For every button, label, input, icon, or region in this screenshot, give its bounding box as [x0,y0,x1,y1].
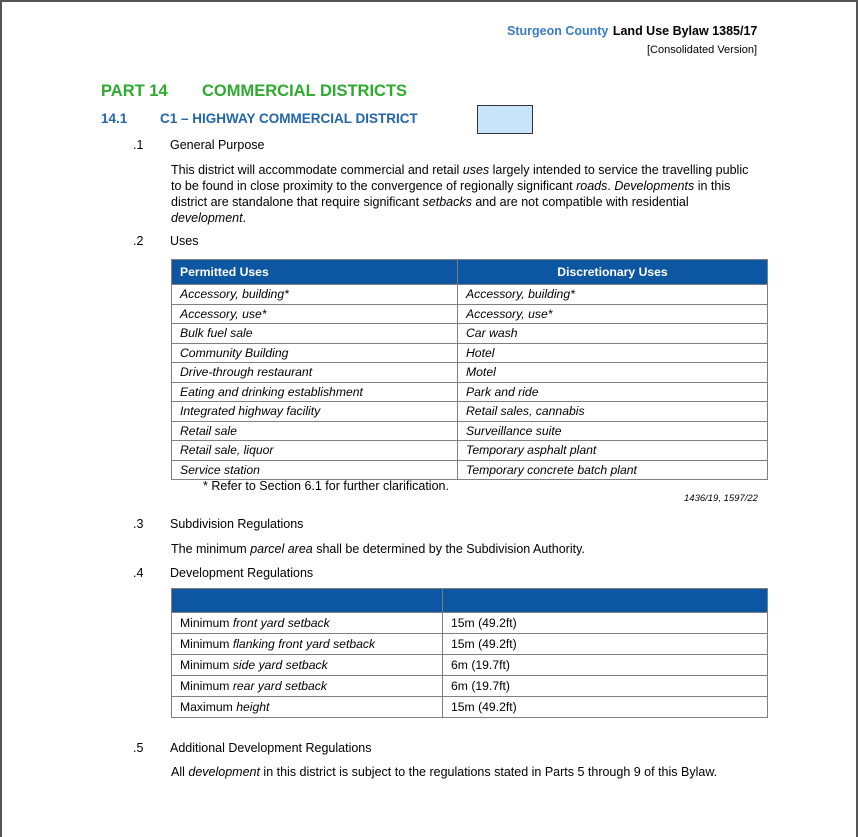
version-label: [Consolidated Version] [647,44,758,56]
permitted-use-cell: Retail sale [172,421,458,441]
permitted-use-cell: Eating and drinking establishment [172,382,458,402]
bylaw-title: Land Use Bylaw 1385/17 [612,24,758,38]
subsection-number-1: .1 [133,138,144,152]
regulation-name-cell: Minimum flanking front yard setback [172,634,443,655]
additional-paragraph: All development in this district is subject to the regulations stated in Parts 5 through 9 of this Bylaw. [171,765,718,779]
development-table-row [172,634,768,655]
permitted-use-cell: Accessory, use* [172,304,458,324]
subsection-number-3: .3 [133,517,144,531]
development-table-row [172,655,768,676]
permitted-use-cell: Integrated highway facility [172,402,458,422]
uses-table-row [172,363,768,383]
development-table-header-row [172,589,768,613]
uses-table-row [172,421,768,441]
discretionary-use-cell: Park and ride [458,382,768,402]
development-table-row [172,676,768,697]
uses-table-row [172,304,768,324]
discretionary-use-cell: Surveillance suite [458,421,768,441]
subdivision-paragraph: The minimum parcel area shall be determined by the Subdivision Authority. [171,542,585,556]
permitted-use-cell: Community Building [172,343,458,363]
subsection-title-subdivision: Subdivision Regulations [170,517,304,531]
section-title: C1 – HIGHWAY COMMERCIAL DISTRICT [160,111,418,126]
subsection-number-4: .4 [133,566,144,580]
general-purpose-paragraph: This district will accommodate commercial and retail uses largely intended to service the travelling public to be found in close proximity to the convergence of regionally significant roads. Developments in this district are standalone that require significant setbacks and are not compatible with residential development. [171,163,749,225]
subsection-title-additional: Additional Development Regulations [170,741,372,755]
uses-table [171,259,768,480]
development-header-cell-1 [172,589,443,613]
development-header-cell-2 [443,589,768,613]
discretionary-use-cell: Temporary concrete batch plant [458,460,768,480]
subsection-title-development: Development Regulations [170,566,314,580]
amendment-reference: 1436/19, 1597/22 [684,493,758,504]
uses-table-row [172,382,768,402]
part-number: PART 14 [101,82,168,100]
discretionary-use-cell: Accessory, building* [458,285,768,305]
document-header [507,22,757,40]
uses-footnote: * Refer to Section 6.1 for further clarification. [203,479,449,493]
development-table-row [172,697,768,718]
subsection-number-2: .2 [133,234,144,248]
discretionary-use-cell: Car wash [458,324,768,344]
county-name: Sturgeon County [507,24,609,38]
uses-table-row [172,460,768,480]
regulation-name-cell: Minimum rear yard setback [172,676,443,697]
uses-table-row [172,402,768,422]
development-table-row [172,613,768,634]
regulation-name-cell: Minimum front yard setback [172,613,443,634]
permitted-use-cell: Service station [172,460,458,480]
regulation-value-cell: 6m (19.7ft) [443,655,768,676]
permitted-use-cell: Retail sale, liquor [172,441,458,461]
discretionary-use-cell: Hotel [458,343,768,363]
regulation-value-cell: 15m (49.2ft) [443,697,768,718]
discretionary-use-cell: Accessory, use* [458,304,768,324]
uses-table-header-row [172,260,768,285]
permitted-use-cell: Bulk fuel sale [172,324,458,344]
subsection-title-uses: Uses [170,234,199,248]
regulation-value-cell: 15m (49.2ft) [443,613,768,634]
permitted-use-cell: Accessory, building* [172,285,458,305]
part-title: COMMERCIAL DISTRICTS [202,82,408,100]
regulation-value-cell: 6m (19.7ft) [443,676,768,697]
discretionary-use-cell: Retail sales, cannabis [458,402,768,422]
uses-table-row [172,441,768,461]
section-number: 14.1 [101,111,128,126]
subsection-title-general-purpose: General Purpose [170,138,265,152]
permitted-use-cell: Drive-through restaurant [172,363,458,383]
development-regulations-table [171,588,768,718]
discretionary-use-cell: Temporary asphalt plant [458,441,768,461]
regulation-name-cell: Minimum side yard setback [172,655,443,676]
permitted-uses-header: Permitted Uses [172,260,458,285]
regulation-name-cell: Maximum height [172,697,443,718]
uses-table-row [172,324,768,344]
regulation-value-cell: 15m (49.2ft) [443,634,768,655]
highlight-box [477,105,533,134]
subsection-number-5: .5 [133,741,144,755]
uses-table-row [172,343,768,363]
uses-table-row [172,285,768,305]
discretionary-use-cell: Motel [458,363,768,383]
discretionary-uses-header: Discretionary Uses [458,260,768,285]
